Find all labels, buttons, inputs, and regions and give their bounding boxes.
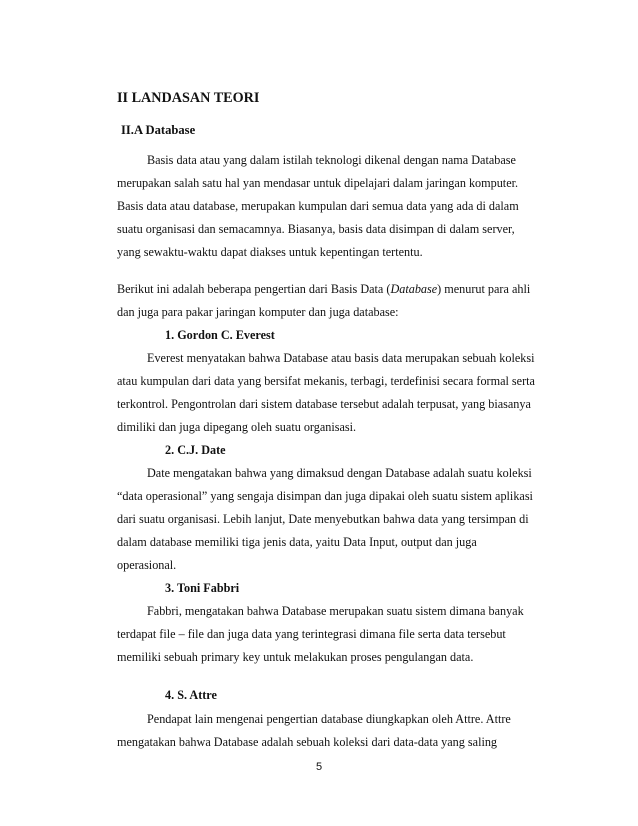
text-line: dimiliki dan juga dipegang oleh suatu organisasi.	[117, 420, 357, 434]
text-line: Pendapat lain mengenai pengertian database diungkapkan oleh Attre. Attre	[147, 712, 511, 726]
italic-term: Database	[390, 282, 438, 296]
expert-title: 1. Gordon C. Everest	[165, 328, 275, 342]
expert-title: 2. C.J. Date	[165, 443, 226, 457]
text-line: atau kumpulan dari data yang bersifat mekanis, terbagi, terdefinisi secara formal serta	[117, 374, 535, 388]
page-number: 5	[315, 761, 323, 773]
text-line: dari suatu organisasi. Lebih lanjut, Date menyebutkan bahwa data yang tersimpan di	[117, 512, 529, 526]
expert-title: 4. S. Attre	[165, 688, 217, 702]
chapter-heading: II LANDASAN TEORI	[117, 90, 260, 106]
text-line: operasional.	[117, 558, 177, 572]
text-line: dan juga para pakar jaringan komputer dan juga database:	[117, 305, 399, 319]
text-line: merupakan salah satu hal yan mendasar untuk dipelajari dalam jaringan komputer.	[117, 176, 519, 190]
text-line	[117, 281, 530, 297]
text-line: Basis data atau database, merupakan kumpulan dari semua data yang ada di dalam	[117, 199, 519, 213]
expert-title: 3. Toni Fabbri	[165, 581, 240, 595]
text-line: “data operasional” yang sengaja disimpan dan juga dipakai oleh suatu sistem aplikasi	[117, 489, 533, 503]
text-line: yang sewaktu-waktu dapat diakses untuk kepentingan tertentu.	[117, 245, 423, 259]
text-line: terkontrol. Pengontrolan dari sistem database tersebut adalah terpusat, yang biasanya	[117, 397, 531, 411]
text-span: ) menurut para ahli	[437, 282, 531, 296]
text-line: terdapat file – file dan juga data yang terintegrasi dimana file serta data tersebut	[117, 627, 506, 641]
text-line: Everest menyatakan bahwa Database atau basis data merupakan sebuah koleksi	[147, 351, 535, 365]
section-heading: II.A Database	[121, 123, 196, 137]
text-line: suatu organisasi dan semacamnya. Biasanya, basis data disimpan di dalam server,	[117, 222, 515, 236]
text-line: Date mengatakan bahwa yang dimaksud dengan Database adalah suatu koleksi	[147, 466, 532, 480]
text-line: Fabbri, mengatakan bahwa Database merupakan suatu sistem dimana banyak	[147, 604, 524, 618]
text-line: mengatakan bahwa Database adalah sebuah koleksi dari data-data yang saling	[117, 735, 498, 749]
text-line: dalam database memiliki tiga jenis data, yaitu Data Input, output dan juga	[117, 535, 477, 549]
text-line: memiliki sebuah primary key untuk melakukan proses pengulangan data.	[117, 650, 474, 664]
text-line: Basis data atau yang dalam istilah teknologi dikenal dengan nama Database	[147, 153, 516, 167]
text-span: Berikut ini adalah beberapa pengertian dari Basis Data (	[117, 282, 391, 296]
